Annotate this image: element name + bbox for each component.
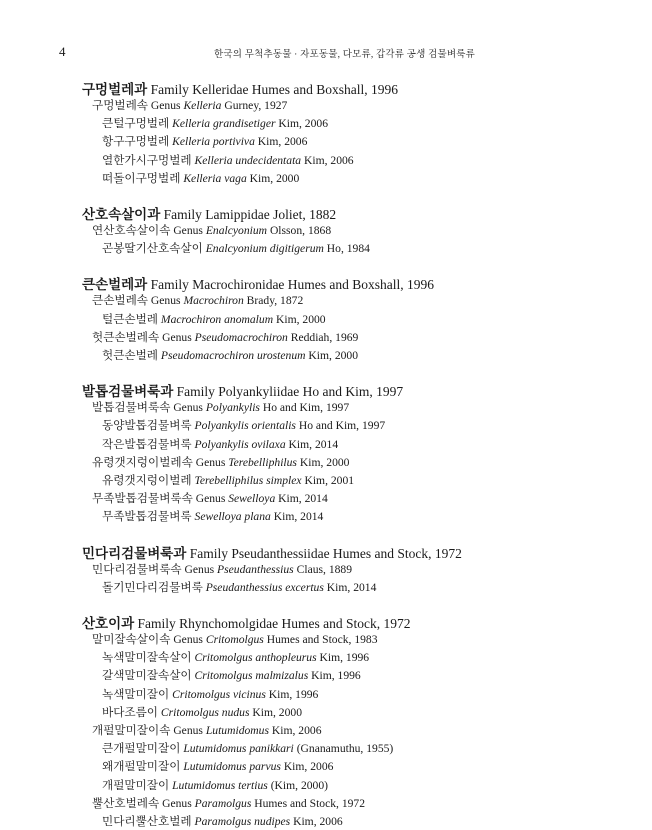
scientific-name: Critomolgus nudus: [160, 705, 250, 719]
scientific-name: Sewelloya plana: [194, 510, 271, 524]
scientific-name: Pseudomacrochiron urostenum: [160, 349, 306, 362]
scientific-name: Terebelliphilus simplex: [194, 474, 302, 487]
species-entry: [102, 758, 333, 774]
family-korean-name: 산호이과: [82, 616, 135, 631]
korean-name: 연산호속살이속: [92, 224, 171, 237]
authority: Kim, 2006: [283, 760, 334, 774]
species-entry: [102, 133, 307, 149]
authority: Reddiah, 1969: [290, 330, 359, 344]
authority: Kim, 2014: [273, 510, 324, 524]
korean-name: 유령갯지렁이벌레속: [92, 455, 193, 469]
korean-name: 돌기민다리검물벼룩: [102, 580, 203, 594]
authority: Kim, 2006: [278, 117, 328, 131]
family-korean-name: 발톱검물벼룩과: [82, 384, 174, 400]
rank-prefix: Genus: [184, 562, 215, 576]
species-entry: [102, 686, 318, 702]
page-number: 4: [59, 44, 66, 59]
genus-entry: [92, 329, 358, 345]
scientific-name: Paramolgus: [194, 796, 252, 810]
korean-name: 발톱검물벼룩속: [92, 401, 171, 415]
species-entry: [102, 436, 338, 452]
rank-prefix: Genus: [173, 224, 203, 237]
scientific-name: Kelleria portiviva: [172, 135, 255, 149]
family-heading: [82, 203, 336, 223]
genus-entry: [92, 399, 349, 415]
authority: Kim, 2000: [252, 705, 302, 719]
korean-name: 녹색말미잘이: [102, 687, 170, 701]
family-heading: [82, 273, 434, 293]
korean-name: 큰털구멍벌레: [102, 117, 170, 131]
scientific-name: Critomolgus: [205, 633, 264, 646]
authority: Kim, 2001: [304, 474, 355, 487]
family-scientific-name: Family Polyankyliidae Ho and Kim, 1997: [176, 384, 404, 400]
authority: Olsson, 1868: [269, 224, 332, 237]
family-heading: [82, 612, 411, 632]
species-entry: [102, 417, 385, 433]
authority: Kim, 2014: [278, 492, 328, 506]
authority: Ho and Kim, 1997: [262, 401, 350, 415]
authority: Kim, 2014: [326, 580, 377, 594]
rank-prefix: Genus: [162, 330, 192, 344]
species-entry: [102, 152, 354, 168]
scientific-name: Kelleria undecidentata: [194, 153, 302, 167]
authority: Kim, 2000: [308, 349, 359, 362]
scientific-name: Kelleria grandisetiger: [172, 117, 276, 131]
rank-prefix: Genus: [173, 401, 203, 415]
family-korean-name: 민다리검물벼룩과: [82, 545, 187, 561]
authority: Kim, 2000: [249, 171, 300, 185]
genus-entry: [92, 795, 365, 811]
authority: Humes and Stock, 1983: [266, 633, 378, 646]
korean-name: 민다리뿔산호벌레: [102, 815, 192, 828]
family-heading: [82, 380, 403, 400]
rank-prefix: Genus: [150, 99, 181, 112]
korean-name: 구멍벌레속: [92, 99, 148, 112]
family-korean-name: 구멍벌레과: [82, 82, 148, 97]
scientific-name: Macrochiron: [183, 294, 244, 308]
genus-entry: [92, 561, 352, 577]
authority: Humes and Stock, 1972: [254, 796, 366, 810]
authority: Kim, 1996: [268, 687, 319, 701]
genus-entry: [92, 490, 328, 506]
rank-prefix: Genus: [162, 796, 192, 810]
rank-prefix: Genus: [195, 492, 226, 506]
scientific-name: Critomolgus anthopleurus: [194, 651, 317, 665]
genus-entry: [92, 631, 378, 647]
scientific-name: Lutumidomus tertius: [172, 778, 268, 792]
scientific-name: Polyankylis: [205, 401, 260, 415]
authority: Kim, 2006: [271, 724, 322, 737]
korean-name: 왜개펄말미잘이: [102, 760, 181, 774]
korean-name: 작은발톱검물벼룩: [102, 437, 192, 451]
korean-name: 녹색말미잘속살이: [102, 651, 192, 665]
scientific-name: Terebelliphilus: [228, 455, 297, 469]
korean-name: 큰손벌레속: [92, 294, 148, 308]
genus-entry: [92, 222, 331, 238]
family-scientific-name: Family Kelleridae Humes and Boxshall, 1996: [150, 82, 399, 97]
family-scientific-name: Family Rhynchomolgidae Humes and Stock, 1972: [137, 616, 411, 631]
family-scientific-name: Family Pseudanthessiidae Humes and Stock, 1972: [189, 545, 462, 561]
genus-entry: [92, 722, 322, 738]
korean-name: 털큰손벌레: [102, 312, 158, 326]
scientific-name: Lutumidomus: [205, 724, 269, 737]
scientific-name: Kelleria: [183, 99, 222, 112]
scientific-name: Pseudanthessius: [217, 562, 294, 576]
scientific-name: Pseudanthessius excertus: [205, 580, 324, 594]
species-entry: [102, 667, 361, 683]
korean-name: 개펄말미잘이: [102, 778, 170, 792]
korean-name: 유령갯지렁이벌레: [102, 474, 192, 487]
authority: Brady, 1872: [246, 294, 304, 308]
korean-name: 곤봉딸기산호속살이: [102, 242, 203, 256]
scientific-name: Lutumidomus parvus: [183, 760, 281, 774]
authority: Kim, 1996: [319, 651, 370, 665]
korean-name: 무족발톱검물벼룩: [102, 510, 192, 524]
rank-prefix: Genus: [173, 724, 203, 737]
family-korean-name: 큰손벌레과: [82, 277, 148, 293]
genus-entry: [92, 454, 349, 470]
korean-name: 떠돌이구멍벌레: [102, 171, 181, 185]
family-scientific-name: Family Lamippidae Joliet, 1882: [163, 207, 337, 222]
authority: Kim, 2000: [275, 312, 326, 326]
family-heading: [82, 78, 398, 98]
korean-name: 헛큰손벌레속: [92, 330, 160, 344]
species-entry: [102, 347, 358, 363]
korean-name: 갈색말미잘속살이: [102, 669, 192, 683]
korean-name: 항구구멍벌레: [102, 135, 170, 149]
scientific-name: Lutumidomus panikkari: [183, 742, 294, 756]
species-entry: [102, 704, 302, 720]
rank-prefix: Genus: [150, 294, 181, 308]
family-scientific-name: Family Macrochironidae Humes and Boxshall, 1996: [150, 277, 435, 293]
species-entry: [102, 777, 328, 793]
scientific-name: Critomolgus vicinus: [172, 687, 266, 701]
rank-prefix: Genus: [195, 455, 226, 469]
authority: (Kim, 2000): [270, 778, 329, 792]
species-entry: [102, 508, 323, 524]
authority: Ho and Kim, 1997: [298, 419, 386, 433]
authority: Ho, 1984: [326, 242, 370, 256]
authority: Kim, 2006: [293, 815, 343, 828]
species-entry: [102, 740, 393, 756]
scientific-name: Enalcyonium digitigerum: [205, 242, 324, 256]
family-korean-name: 산호속살이과: [82, 207, 161, 222]
authority: Kim, 2006: [304, 153, 354, 167]
korean-name: 개펄말미잘이속: [92, 724, 171, 737]
korean-name: 바다조름이: [102, 705, 158, 719]
species-entry: [102, 649, 369, 665]
authority: Gurney, 1927: [224, 99, 288, 112]
scientific-name: Polyankylis ovilaxa: [194, 437, 286, 451]
running-title: 한국의 무척추동물 · 자포동물, 다모류, 갑각류 공생 검물벼룩류: [214, 50, 475, 60]
scientific-name: Enalcyonium: [205, 224, 268, 237]
korean-name: 말미잘속살이속: [92, 633, 171, 646]
scientific-name: Paramolgus nudipes: [194, 815, 291, 828]
species-entry: [102, 813, 343, 829]
korean-name: 동양발톱검물벼룩: [102, 419, 192, 433]
species-entry: [102, 311, 326, 327]
authority: Kim, 2000: [299, 455, 350, 469]
scientific-name: Polyankylis orientalis: [194, 419, 296, 433]
korean-name: 민다리검물벼룩속: [92, 562, 182, 576]
authority: Kim, 2014: [288, 437, 339, 451]
scientific-name: Macrochiron anomalum: [160, 312, 274, 326]
korean-name: 무족발톱검물벼룩속: [92, 492, 193, 506]
authority: Kim, 1996: [311, 669, 361, 683]
korean-name: 큰개펄말미잘이: [102, 742, 181, 756]
authority: Kim, 2006: [257, 135, 308, 149]
scientific-name: Kelleria vaga: [183, 171, 247, 185]
page-header: [0, 44, 652, 62]
genus-entry: [92, 97, 287, 113]
rank-prefix: Genus: [173, 633, 203, 646]
scientific-name: Critomolgus malmizalus: [194, 669, 309, 683]
species-entry: [102, 170, 299, 186]
genus-entry: [92, 292, 303, 308]
species-entry: [102, 115, 328, 131]
family-heading: [82, 542, 462, 562]
authority: (Gnanamuthu, 1955): [296, 742, 394, 756]
species-entry: [102, 240, 370, 256]
scientific-name: Pseudomacrochiron: [194, 330, 288, 344]
scientific-name: Sewelloya: [228, 492, 276, 506]
species-entry: [102, 472, 354, 488]
korean-name: 뿔산호벌레속: [92, 796, 160, 810]
korean-name: 열한가시구멍벌레: [102, 153, 192, 167]
korean-name: 헛큰손벌레: [102, 349, 158, 362]
authority: Claus, 1889: [296, 562, 353, 576]
species-entry: [102, 579, 376, 595]
